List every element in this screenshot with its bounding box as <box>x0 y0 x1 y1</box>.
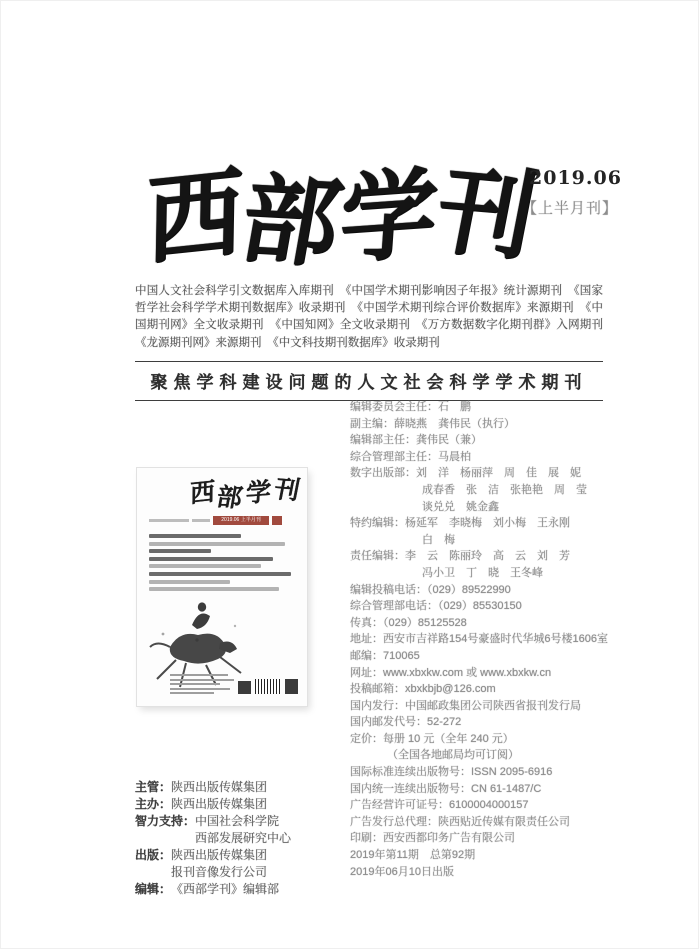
masthead-info-line: 2019年第11期 总第92期 <box>350 849 476 862</box>
masthead-info-line: 编辑委员会主任：石 鹏 <box>350 401 471 413</box>
cover-article-title-lines <box>149 534 297 595</box>
masthead-info-line: 国际标准连续出版物号：ISSN 2095-6916 <box>350 766 553 779</box>
masthead-info-line: 综合管理部电话：（029）85530150 <box>350 600 522 613</box>
publisher-info-row <box>135 881 350 898</box>
cover-text-line <box>149 564 261 568</box>
title-character: 学 <box>244 477 272 508</box>
masthead-info-line: 特约编辑：杨延军 李晓梅 刘小梅 王永刚 <box>350 517 570 530</box>
publisher-info-block <box>135 779 350 898</box>
masthead-info-line: 数字出版部：刘 洋 杨丽萍 周 佳 展 妮 <box>350 467 581 480</box>
journal-cover-thumbnail <box>137 468 307 706</box>
cover-text-line <box>149 542 285 546</box>
cover-cn-text-bar <box>192 519 210 522</box>
publisher-info-label: 智力支持： <box>135 814 196 828</box>
publisher-info-label: 主管： <box>135 780 172 794</box>
masthead-info-line: 网址：www.xbxkw.com 或 www.xbxkw.cn <box>350 666 552 679</box>
publisher-info-label: 出版： <box>135 848 172 862</box>
issue-number: 2019.06 <box>529 167 622 189</box>
cover-text-line <box>170 692 214 694</box>
cover-issn-text-bar <box>149 519 189 522</box>
cover-text-line <box>170 688 230 690</box>
masthead-info-line: 责任编辑：李 云 陈丽玲 高 云 刘 芳 <box>350 550 570 563</box>
masthead-info-line: 邮编：710065 <box>350 649 420 662</box>
cover-issue-badge: 2019.06 上半月刊 <box>213 516 269 525</box>
publisher-info-value: 《西部学刊》编辑部 <box>171 882 280 896</box>
cover-title-calligraphy <box>189 474 303 513</box>
qr-code-block <box>238 681 251 694</box>
masthead-info-line: 传真：（029）85125528 <box>350 616 467 629</box>
publisher-info-row <box>135 847 350 881</box>
cover-text-line <box>149 572 291 576</box>
cover-publisher-text-lines <box>170 674 234 694</box>
journal-title-calligraphy <box>145 146 546 286</box>
editorial-info-column <box>350 399 638 880</box>
publisher-info-value: 陕西出版传媒集团 <box>171 797 268 811</box>
masthead-info-line: （全国各地邮局均可订阅） <box>387 749 519 762</box>
cover-bottom-info <box>170 674 298 694</box>
slogan-banner: 聚焦学科建设问题的人文社会科学学术期刊 <box>135 361 603 401</box>
masthead-info-line: 编辑部主任：龚伟民（兼） <box>350 434 482 447</box>
edition-label: 【上半月刊】 <box>522 200 619 217</box>
masthead-info-line: 地址：西安市吉祥路154号豪盛时代华城6号楼1606室 <box>350 633 608 646</box>
barcode <box>255 679 281 694</box>
masthead-info-line: 广告经营许可证号：6100004000157 <box>350 799 529 812</box>
masthead-info-line: 国内邮发代号：52-272 <box>350 716 462 729</box>
publisher-info-value: 陕西出版传媒集团 <box>171 780 268 794</box>
masthead-info-line: 白 梅 <box>422 533 455 546</box>
publisher-info-value: 中国社会科学院 西部发展研究中心 <box>195 814 292 845</box>
publisher-info-row <box>135 796 350 813</box>
title-character: 刊 <box>271 474 303 505</box>
cover-issue-accent-square <box>272 516 282 525</box>
title-character: 部 <box>232 161 350 280</box>
title-character: 学 <box>336 154 441 277</box>
masthead-info-line: 编辑投稿电话：（029）89522990 <box>350 583 511 596</box>
cover-text-line <box>170 674 228 676</box>
publisher-info-row <box>135 813 350 847</box>
masthead-info-line: 投稿邮箱：xbxkbjb@126.com <box>350 683 496 696</box>
publisher-info-label: 主办： <box>135 797 172 811</box>
masthead-info-line: 广告发行总代理：陕西贴近传媒有限责任公司 <box>350 815 570 828</box>
title-character: 刊 <box>426 152 546 274</box>
masthead-info-line: 印刷：西安西都印务广告有限公司 <box>350 832 515 845</box>
publisher-info-value: 陕西出版传媒集团 报刊音像发行公司 <box>171 848 268 879</box>
masthead-info-line: 谈兑兑 姚金鑫 <box>422 500 499 513</box>
cover-text-line <box>149 549 211 553</box>
indexing-statement: 中国人文社会科学引文数据库入库期刊 《中国学术期刊影响因子年报》统计源期刊 《国家哲学社会科学学术期刊数据库》收录期刊 《中国学术期刊综合评价数据库》来源期刊 《中国期刊网》全文收录期刊 《中国知网》全文收录期刊 《万方数据数字化期刊群》入网期刊 《龙源期刊网》来源期刊 《中文科技期刊数据库》收录期刊 <box>135 285 615 349</box>
cover-text-line <box>170 679 234 681</box>
masthead-info-line: 2019年06月10日出版 <box>350 865 454 878</box>
cover-text-line <box>149 557 273 561</box>
cover-text-line <box>149 580 230 584</box>
masthead-info-line: 定价：每册 10 元（全年 240 元） <box>350 732 514 745</box>
cover-text-line <box>149 587 279 591</box>
masthead-info-line: 副主编：薛晓燕 龚伟民（执行） <box>350 417 515 430</box>
title-character: 西 <box>189 476 216 509</box>
publisher-info-row <box>135 779 350 796</box>
cover-subtitle-row <box>149 516 299 525</box>
title-character: 部 <box>214 482 245 513</box>
issue-code-block <box>285 679 298 694</box>
masthead-info-line: 成春香 张 洁 张艳艳 周 莹 <box>422 483 587 496</box>
masthead-info-line: 国内统一连续出版物号：CN 61-1487/C <box>350 782 542 795</box>
publisher-info-label: 编辑： <box>135 882 172 896</box>
masthead-info-line: 国内发行：中国邮政集团公司陕西省报刊发行局 <box>350 699 581 712</box>
title-character: 西 <box>145 153 244 278</box>
masthead-info-line: 综合管理部主任：马晨柏 <box>350 450 471 463</box>
masthead-info-line: 冯小卫 丁 晓 王冬峰 <box>422 566 543 579</box>
cover-text-line <box>170 683 220 685</box>
cover-text-line <box>149 534 241 538</box>
